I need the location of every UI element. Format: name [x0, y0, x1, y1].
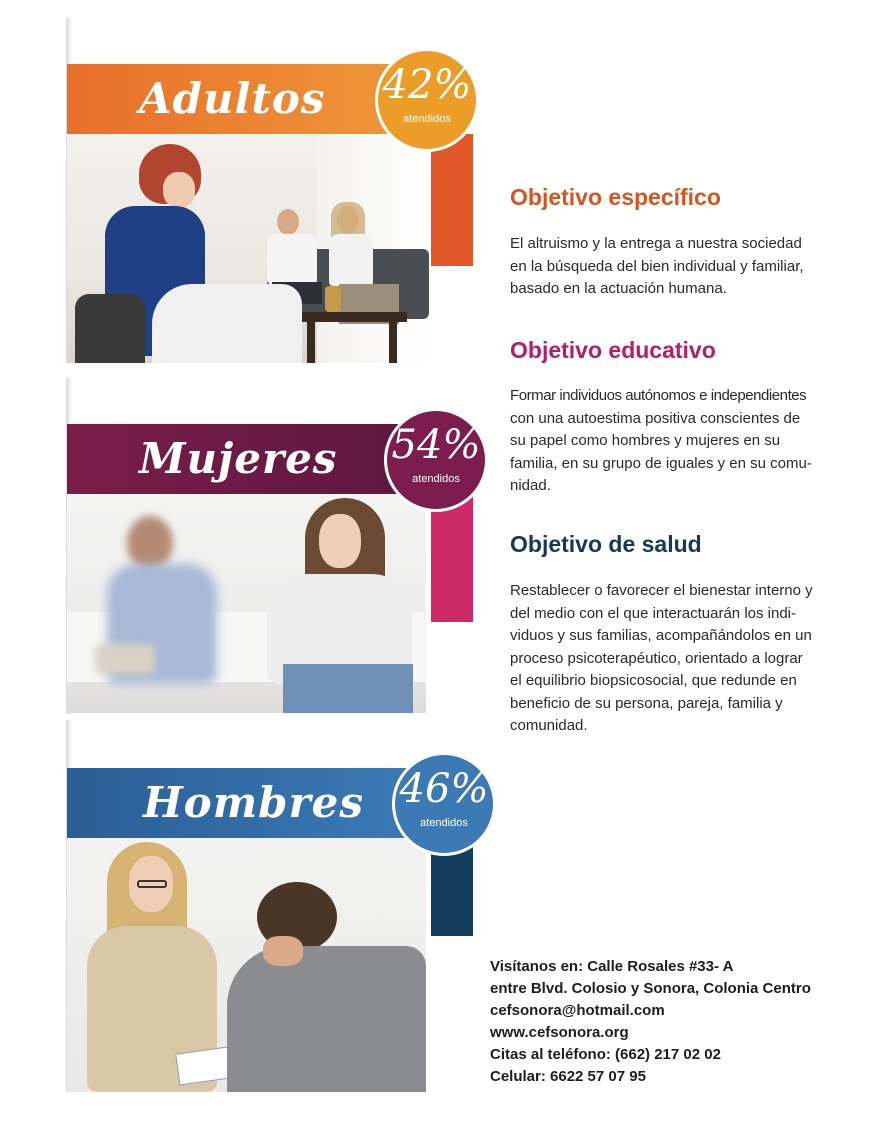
category-title-adultos: Adultos: [139, 74, 326, 123]
women-therapy-photo: [67, 494, 426, 713]
text-line: beneficio de su persona, pareja, familia y: [510, 694, 783, 712]
accent-bar-adultos: [431, 134, 473, 266]
text-line: viduos y sus familias, acompañándolos en un: [510, 627, 812, 644]
category-title-mujeres: Mujeres: [139, 434, 338, 483]
objective-text-especifico: [510, 233, 840, 301]
text-line: Restablecer o favorecer el bienestar interno y: [510, 582, 813, 599]
text-line: familia, en su grupo de iguales y en su comu-: [510, 454, 812, 472]
category-band-hombres: [67, 768, 429, 838]
contact-phone: Citas al teléfono: (662) 217 02 02: [490, 1046, 721, 1063]
text-line: Formar individuos autónomos e independientes: [510, 387, 807, 404]
percent-caption-adultos: atendidos: [403, 113, 451, 125]
text-line: en la búsqueda del bien individual y familiar,: [510, 257, 804, 275]
objective-title-educativo: Objetivo educativo: [510, 337, 716, 363]
percent-badge-mujeres: [384, 408, 488, 512]
objective-text-salud: [510, 580, 840, 738]
text-line: comunidad.: [510, 717, 588, 734]
contact-info: [490, 956, 840, 1088]
accent-bar-mujeres: [431, 494, 473, 622]
objective-title-salud: Objetivo de salud: [510, 531, 702, 557]
percent-value-adultos: 42%: [382, 62, 472, 108]
text-line: del medio con el que interactuarán los indi-: [510, 604, 797, 622]
contact-address-detail: entre Blvd. Colosio y Sonora, Colonia Centro: [490, 980, 811, 997]
adults-therapy-photo: [67, 134, 429, 363]
contact-website-link[interactable]: www.cefsonora.org: [490, 1024, 629, 1041]
category-band-mujeres: [67, 424, 429, 494]
percent-caption-mujeres: atendidos: [412, 473, 460, 485]
objective-title-especifico: Objetivo específico: [510, 184, 721, 210]
text-line: El altruismo y la entrega a nuestra sociedad: [510, 235, 802, 252]
contact-address: Visítanos en: Calle Rosales #33- A: [490, 958, 734, 975]
text-line: con una autoestima positiva conscientes de: [510, 409, 801, 427]
percent-badge-adultos: [375, 48, 479, 152]
text-line: el equilibrio biopsicosocial, que redunde en: [510, 672, 797, 689]
text-line: proceso psicoterapéutico, orientado a lograr: [510, 649, 803, 667]
percent-value-mujeres: 54%: [391, 422, 481, 468]
text-line: nidad.: [510, 477, 551, 494]
objective-text-educativo: [510, 385, 840, 498]
percent-caption-hombres: atendidos: [420, 817, 468, 829]
men-therapy-photo: [67, 836, 426, 1092]
percent-value-hombres: 46%: [399, 766, 489, 812]
category-title-hombres: Hombres: [143, 778, 364, 827]
contact-email-link[interactable]: cefsonora@hotmail.com: [490, 1002, 665, 1019]
text-line: basado en la actuación humana.: [510, 280, 727, 297]
contact-mobile: Celular: 6622 57 07 95: [490, 1068, 646, 1085]
percent-badge-hombres: [392, 752, 496, 856]
text-line: su papel como hombres y mujeres en su: [510, 432, 781, 449]
